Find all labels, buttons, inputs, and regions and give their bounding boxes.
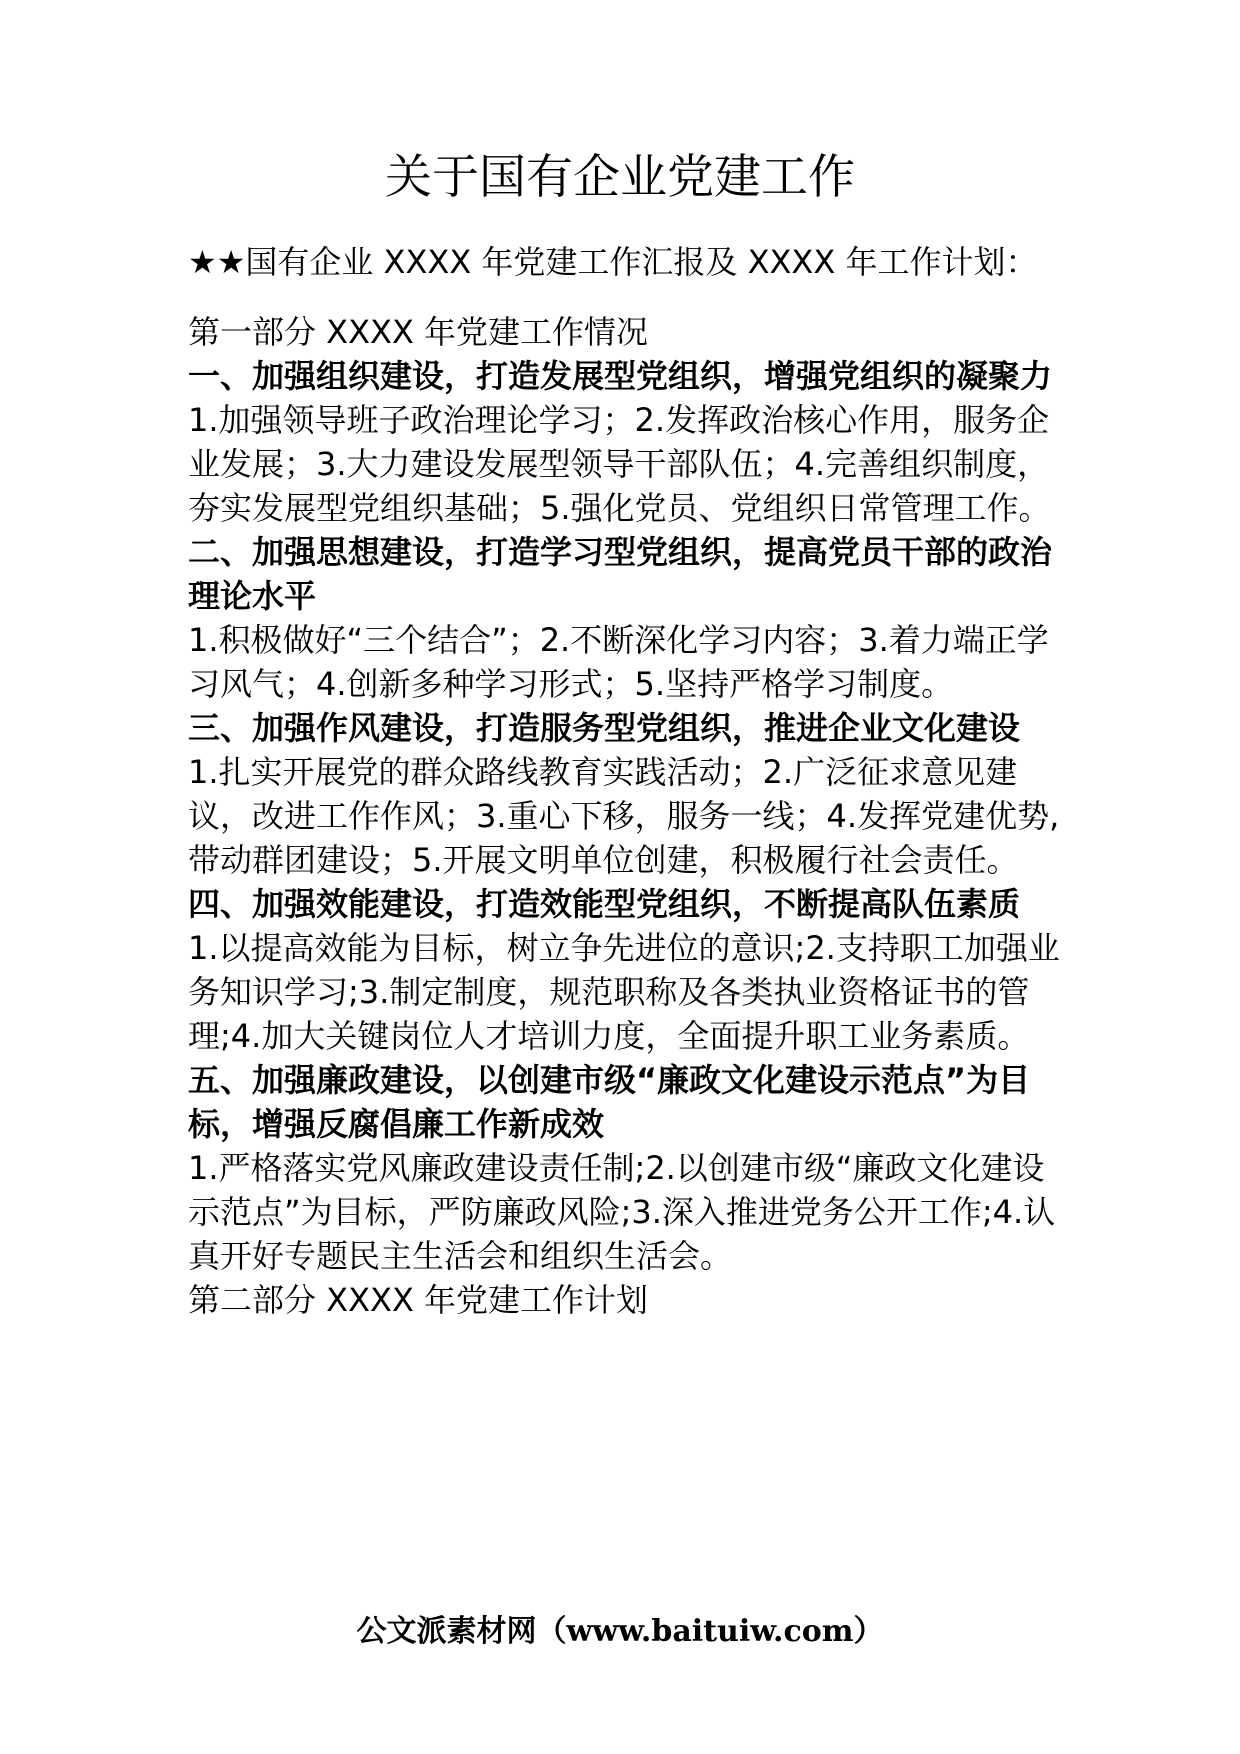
section-body-1: 1.加强领导班子政治理论学习；2.发挥政治核心作用，服务企业发展；3.大力建设发展型领导干部队伍；4.完善组织制度，夯实发展型党组织基础；5.强化党员、党组织日常管理工作。 [188,401,1051,527]
section-body-2: 1.积极做好“三个结合”；2.不断深化学习内容；3.着力端正学习风气；4.创新多种学习形式；5.坚持严格学习制度。 [188,621,1049,703]
section-body-5: 1.严格落实党风廉政建设责任制;2.以创建市级“廉政文化建设示范点”为目标，严防廉政风险;3.深入推进党务公开工作;4.认真开好专题民主生活会和组织生活会。 [188,1149,1056,1275]
footer-watermark: 公文派素材网（www.baituiw.com） [356,1614,884,1649]
document-subtitle: ★★国有企业 XXXX 年党建工作汇报及 XXXX 年工作计划： [188,243,1038,281]
section-heading-1: 一、加强组织建设，打造发展型党组织，增强党组织的凝聚力 [188,357,1053,395]
section-body-3: 1.扎实开展党的群众路线教育实践活动；2.广泛征求意见建议，改进工作作风；3.重心下移，服务一线；4.发挥党建优势,带动群团建设；5.开展文明单位创建，积极履行社会责任。 [188,753,1060,879]
section-body-4: 1.以提高效能为目标，树立争先进位的意识;2.支持职工加强业务知识学习;3.制定制度，规范职称及各类执业资格证书的管理;4.加大关键岗位人才培训力度，全面提升职工业务素质。 [188,929,1060,1055]
section-heading-4: 四、加强效能建设，打造效能型党组织，不断提高队伍素质 [188,885,1021,923]
document-body [188,310,1068,1322]
section-heading-5: 五、加强廉政建设，以创建市级“廉政文化建设示范点”为目标，增强反腐倡廉工作新成效 [188,1061,1031,1143]
section-heading-2: 二、加强思想建设，打造学习型党组织，提高党员干部的政治理论水平 [188,533,1053,615]
section-heading-3: 三、加强作风建设，打造服务型党组织，推进企业文化建设 [188,709,1021,747]
document-title: 关于国有企业党建工作 [385,150,855,205]
part-two-heading: 第二部分 XXXX 年党建工作计划 [188,1281,649,1319]
part-one-heading: 第一部分 XXXX 年党建工作情况 [188,313,649,351]
